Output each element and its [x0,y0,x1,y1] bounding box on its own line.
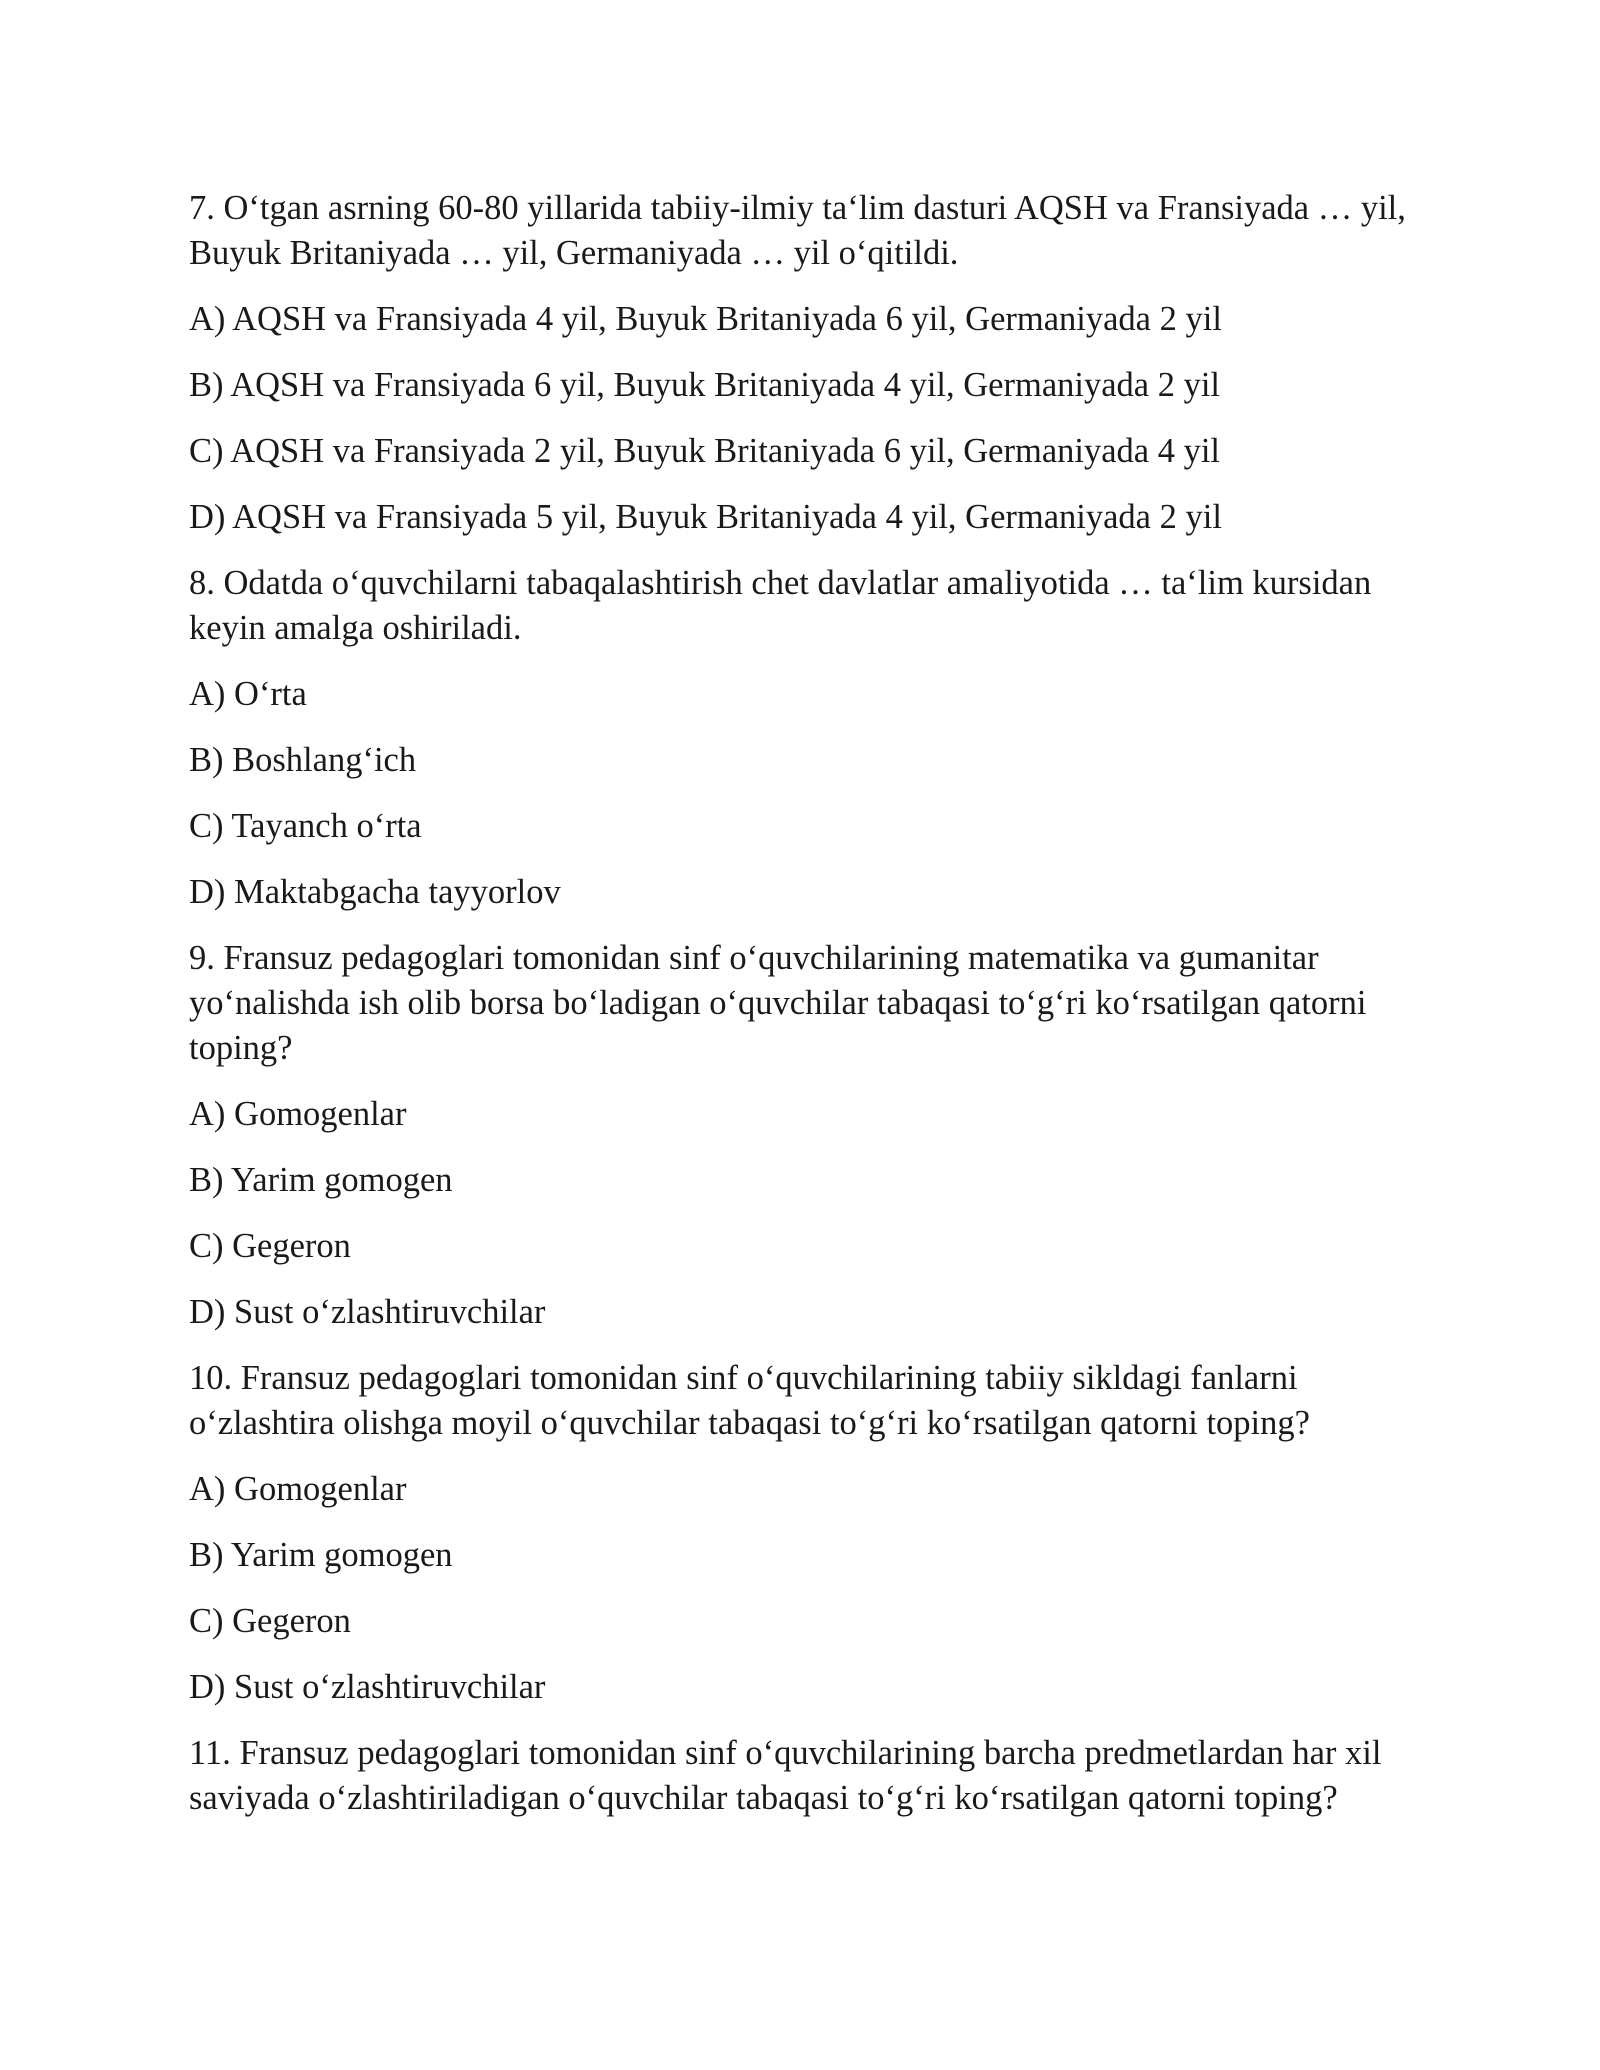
option-d: D) AQSH va Fransiyada 5 yil, Buyuk Britaniyada 4 yil, Germaniyada 2 yil [189,498,1222,536]
question-8 [189,561,1429,915]
option-d: D) Maktabgacha tayyorlov [189,873,561,911]
question-10 [189,1356,1429,1710]
option-a: A) O‘rta [189,675,307,713]
option-b: B) Boshlang‘ich [189,741,417,779]
question-text: 11. Fransuz pedagoglari tomonidan sinf o‘quvchilarining barcha predmetlardan har xil saviyada o‘zlashtiriladigan o‘quvchilar tabaqasi to‘g‘ri ko‘rsatilgan qatorni toping? [189,1734,1382,1817]
option-c: C) Gegeron [189,1602,351,1640]
option-c: C) Gegeron [189,1227,351,1265]
option-a: A) Gomogenlar [189,1095,407,1133]
option-b: B) Yarim gomogen [189,1536,453,1574]
question-text: 9. Fransuz pedagoglari tomonidan sinf o‘quvchilarining matematika va gumanitar yo‘nalishda ish olib borsa bo‘ladigan o‘quvchilar tabaqasi to‘g‘ri ko‘rsatilgan qatorni toping? [189,939,1367,1067]
question-text: 8. Odatda o‘quvchilarni tabaqalashtirish chet davlatlar amaliyotida … ta‘lim kursidan keyin amalga oshiriladi. [189,564,1372,647]
option-a: A) AQSH va Fransiyada 4 yil, Buyuk Britaniyada 6 yil, Germaniyada 2 yil [189,300,1222,338]
question-9 [189,936,1429,1335]
option-d: D) Sust o‘zlashtiruvchilar [189,1293,546,1331]
question-text: 7. O‘tgan asrning 60-80 yillarida tabiiy-ilmiy ta‘lim dasturi AQSH va Fransiyada … yil, Buyuk Britaniyada … yil, Germaniyada … yil o‘qitildi. [189,189,1406,272]
option-c: C) Tayanch o‘rta [189,807,422,845]
option-a: A) Gomogenlar [189,1470,407,1508]
question-7 [189,186,1429,540]
document-body [189,186,1429,1842]
option-c: C) AQSH va Fransiyada 2 yil, Buyuk Britaniyada 6 yil, Germaniyada 4 yil [189,432,1221,470]
option-b: B) AQSH va Fransiyada 6 yil, Buyuk Britaniyada 4 yil, Germaniyada 2 yil [189,366,1221,404]
question-text: 10. Fransuz pedagoglari tomonidan sinf o‘quvchilarining tabiiy sikldagi fanlarni o‘zlashtira olishga moyil o‘quvchilar tabaqasi to‘g‘ri ko‘rsatilgan qatorni toping? [189,1359,1310,1442]
option-b: B) Yarim gomogen [189,1161,453,1199]
question-11 [189,1731,1429,1821]
option-d: D) Sust o‘zlashtiruvchilar [189,1668,546,1706]
